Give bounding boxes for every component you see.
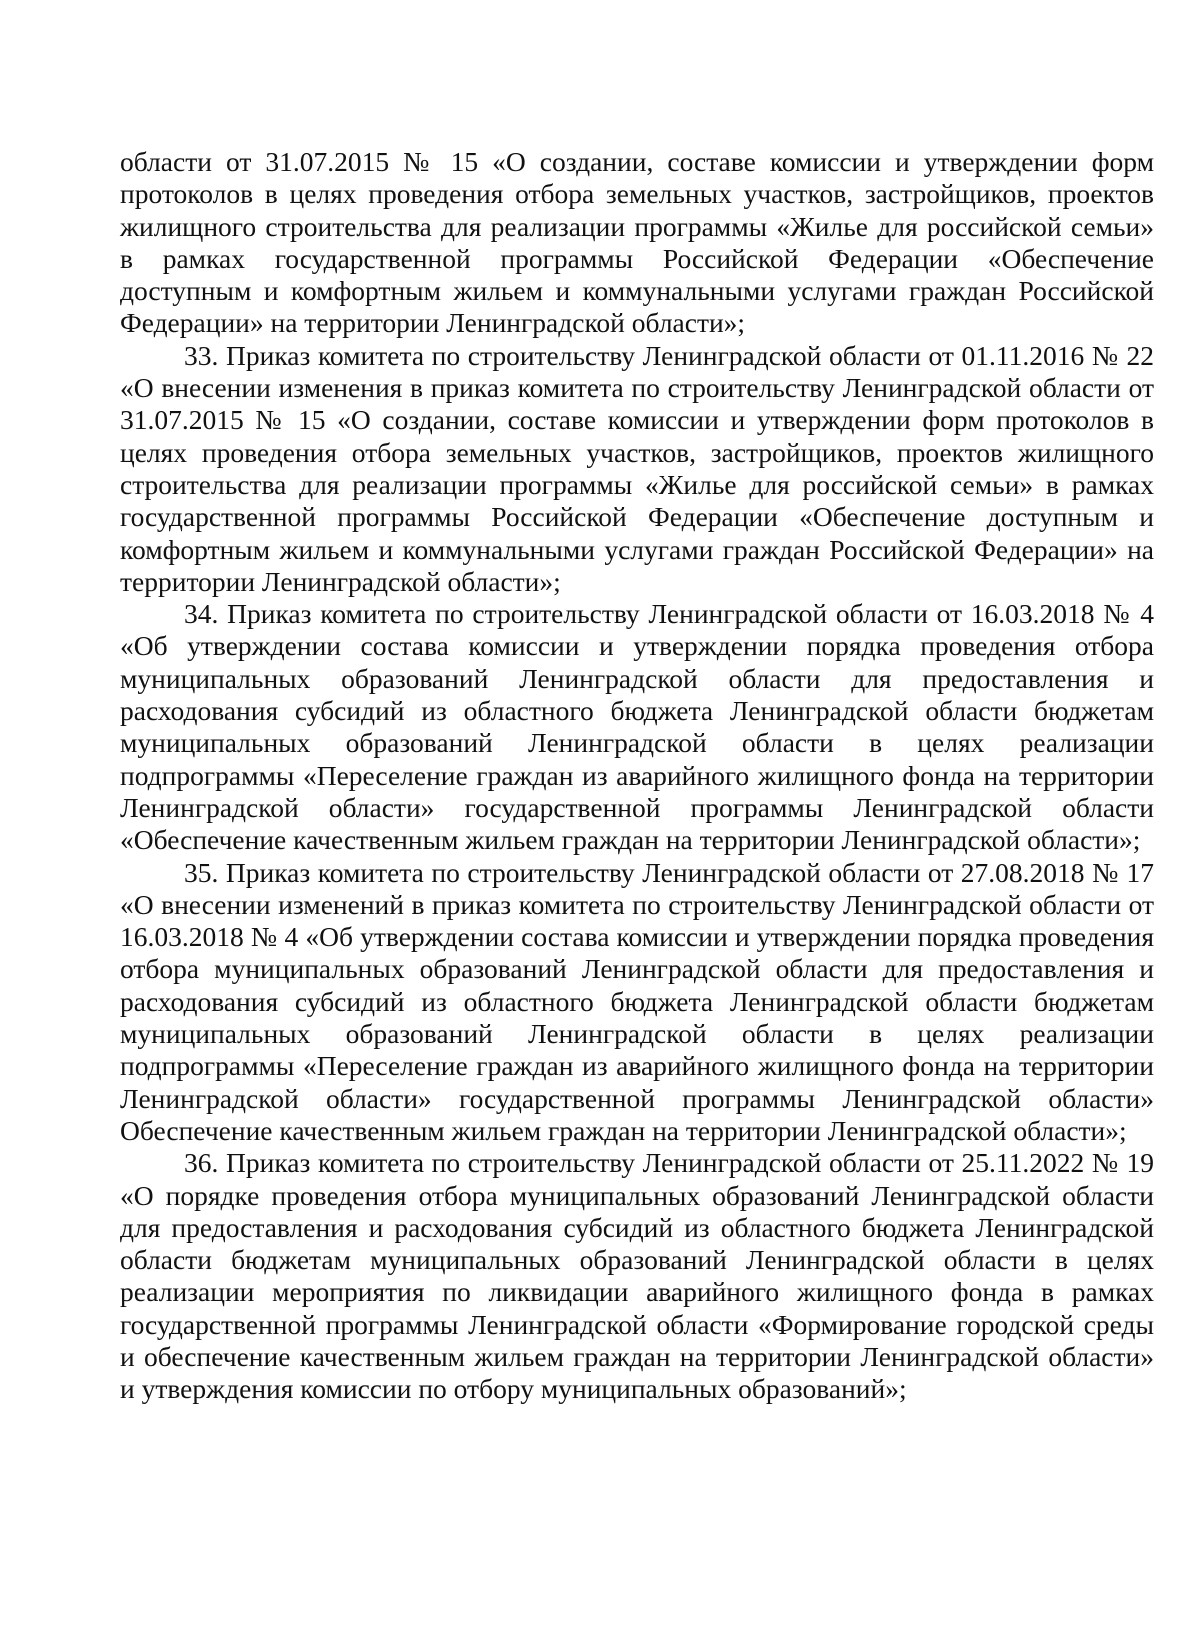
paragraph-continuation-32: области от 31.07.2015 № 15 «О создании, составе комиссии и утверждении форм протоколов в целях проведения отбора земельных участков, застройщиков, проектов жилищного строительства для реализации программы «Жилье для российской семьи» в рамках государственной программы Российской Федерации «Обеспечение доступным и комфортным жильем и коммунальными услугами граждан Российской Федерации» на территории Ленинградской области»; <box>120 146 1154 339</box>
paragraph-item-35: 35. Приказ комитета по строительству Ленинградской области от 27.08.2018 № 17 «О внесении изменений в приказ комитета по строительству Ленинградской области от 16.03.2018 № 4 «Об утверждении состава комиссии и утверждении порядка проведения отбора муниципальных образований Ленинградской области для предоставления и расходования субсидий из областного бюджета Ленинградской области бюджетам муниципальных образований Ленинградской области в целях реализации подпрограммы «Переселение граждан из аварийного жилищного фонда на территории Ленинградской области» государственной программы Ленинградской области» Обеспечение качественным жильем граждан на территории Ленинградской области»; <box>120 856 1154 1146</box>
paragraph-item-36: 36. Приказ комитета по строительству Ленинградской области от 25.11.2022 № 19 «О порядке проведения отбора муниципальных образований Ленинградской области для предоставления и расходования субсидий из областного бюджета Ленинградской области бюджетам муниципальных образований Ленинградской области в целях реализации мероприятия по ликвидации аварийного жилищного фонда в рамках государственной программы Ленинградской области «Формирование городской среды и обеспечение качественным жильем граждан на территории Ленинградской области» и утверждения комиссии по отбору муниципальных образований»; <box>120 1147 1154 1405</box>
paragraph-item-34: 34. Приказ комитета по строительству Ленинградской области от 16.03.2018 № 4 «Об утверждении состава комиссии и утверждении порядка проведения отбора муниципальных образований Ленинградской области для предоставления и расходования субсидий из областного бюджета Ленинградской области бюджетам муниципальных образований Ленинградской области в целях реализации подпрограммы «Переселение граждан из аварийного жилищного фонда на территории Ленинградской области» государственной программы Ленинградской области «Обеспечение качественным жильем граждан на территории Ленинградской области»; <box>120 598 1154 856</box>
document-body <box>120 146 1154 1406</box>
paragraph-item-33: 33. Приказ комитета по строительству Ленинградской области от 01.11.2016 № 22 «О внесении изменения в приказ комитета по строительству Ленинградской области от 31.07.2015 № 15 «О создании, составе комиссии и утверждении форм протоколов в целях проведения отбора земельных участков, застройщиков, проектов жилищного строительства для реализации программы «Жилье для российской семьи» в рамках государственной программы Российской Федерации «Обеспечение доступным и комфортным жильем и коммунальными услугами граждан Российской Федерации» на территории Ленинградской области»; <box>120 339 1154 597</box>
